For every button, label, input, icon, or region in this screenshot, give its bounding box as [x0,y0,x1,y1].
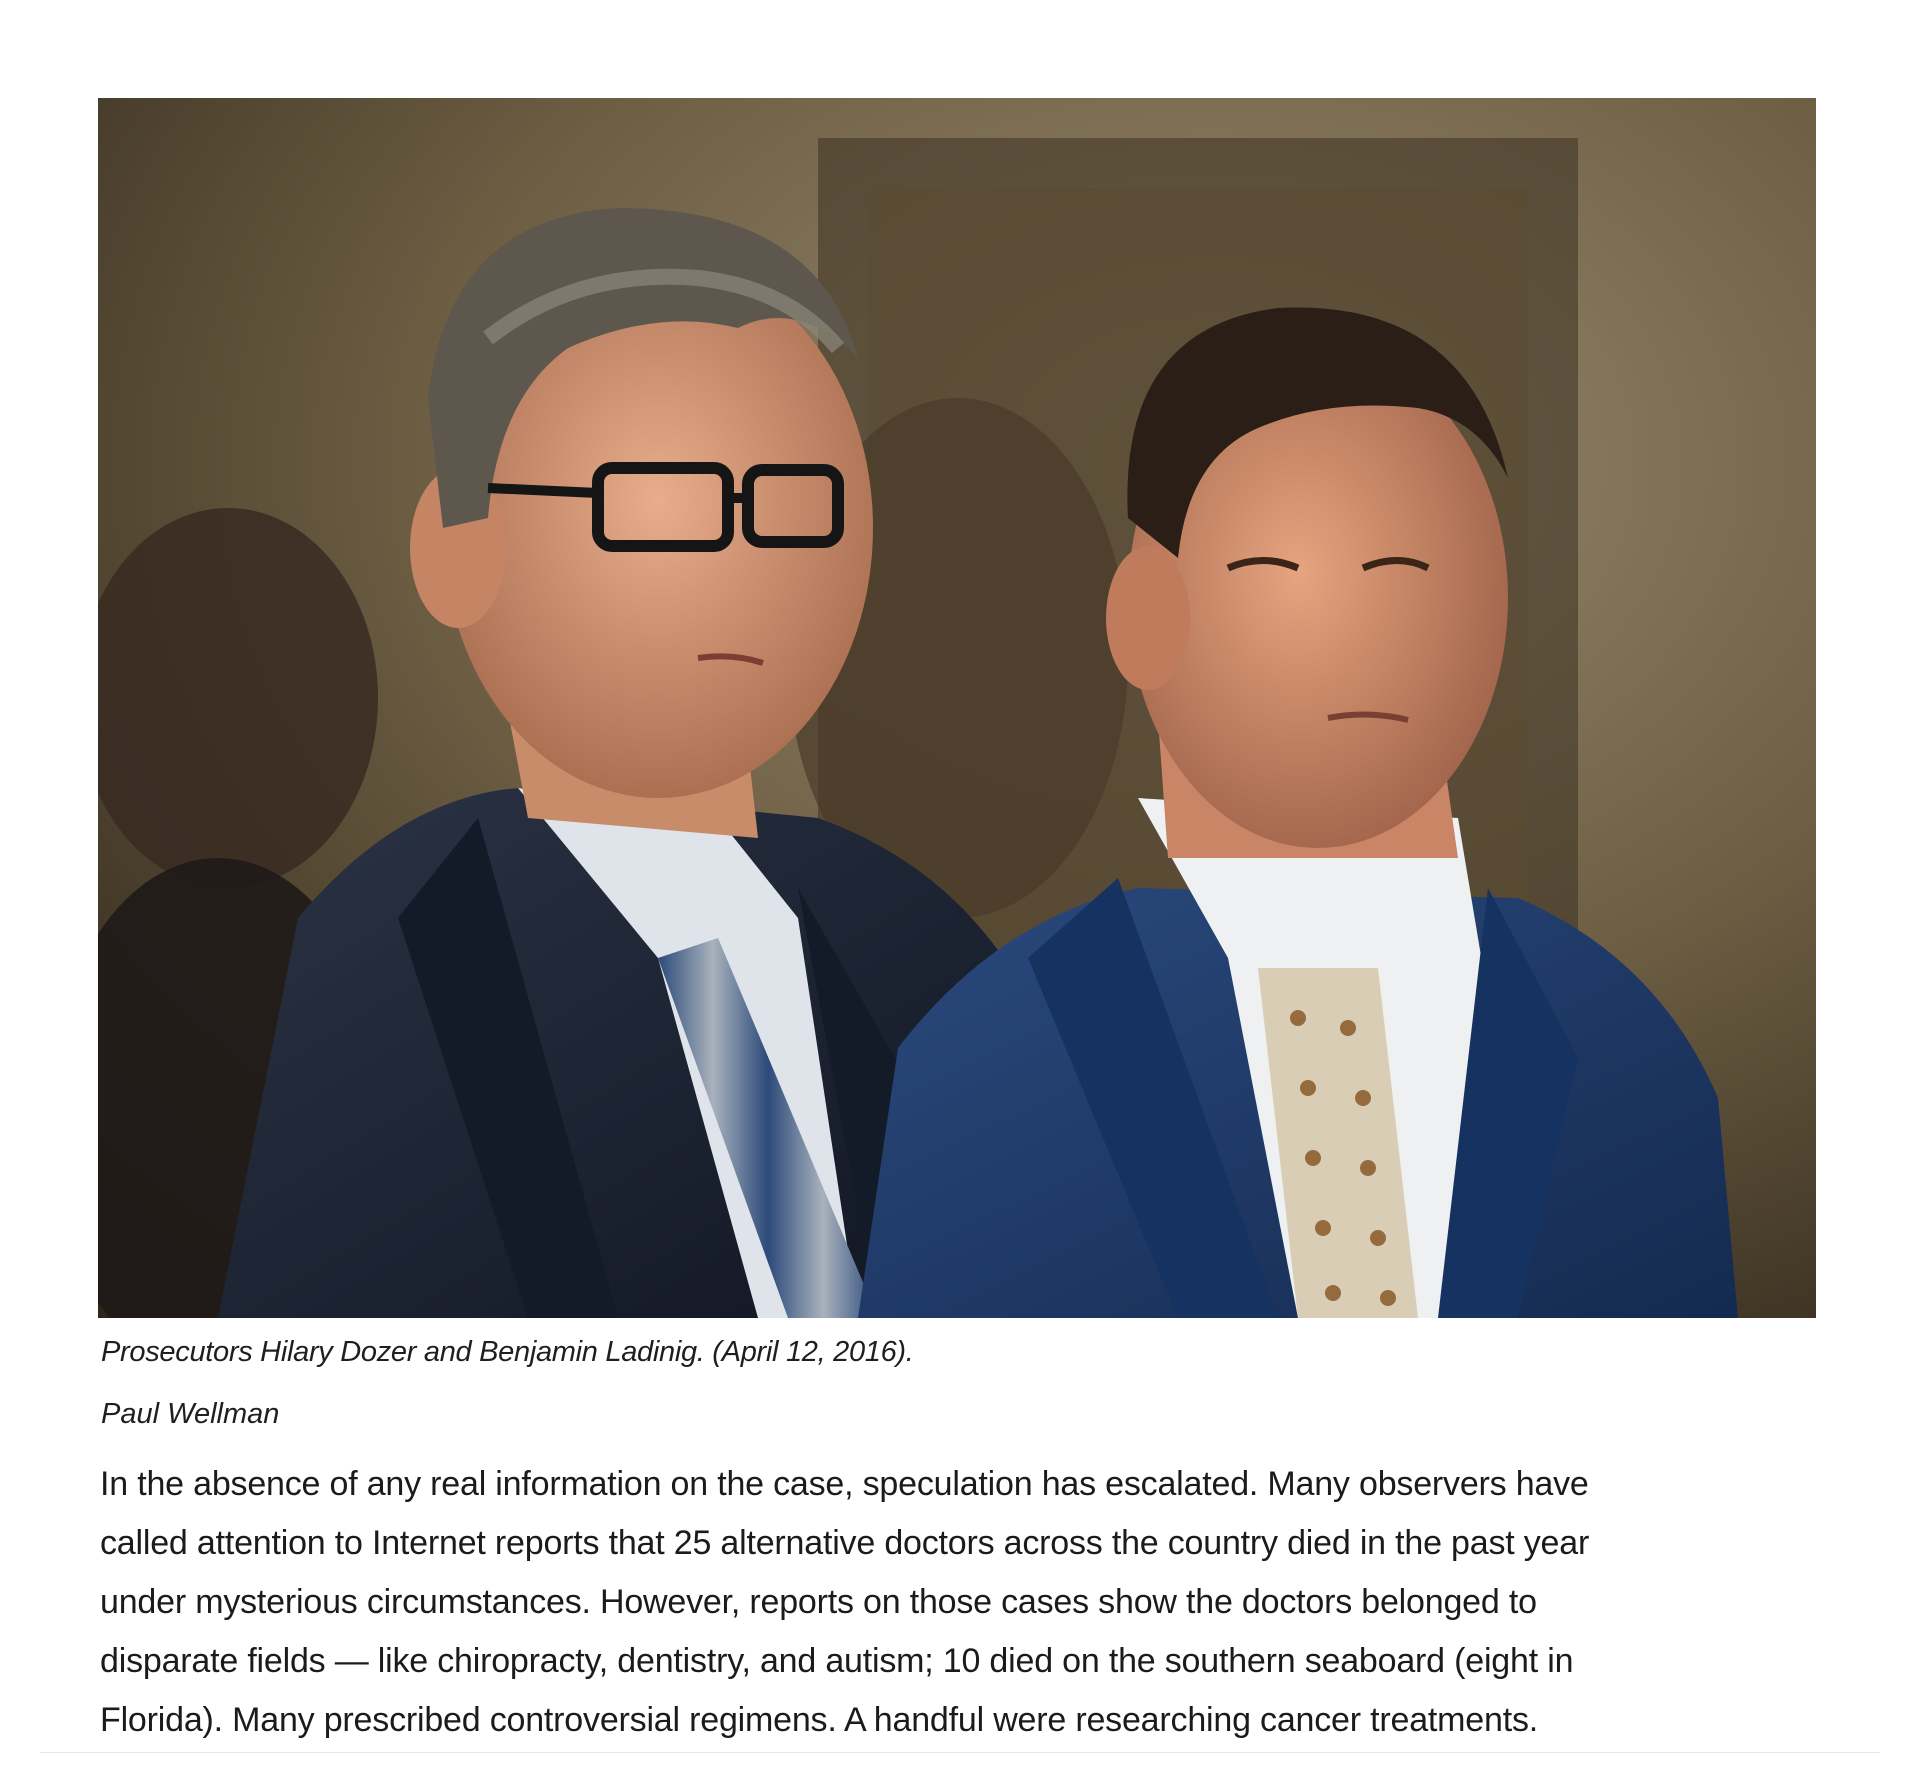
paragraph-line: Florida). Many prescribed controversial regimens. A handful were researching cancer treatments. [100,1701,1539,1739]
paragraph-line: under mysterious circumstances. However, reports on those cases show the doctors belonged to [100,1583,1537,1621]
article-paragraph [100,1455,1800,1750]
photo-caption: Prosecutors Hilary Dozer and Benjamin Ladinig. (April 12, 2016). [101,1336,914,1368]
courtroom-photo [98,98,1816,1318]
paragraph-line: disparate fields — like chiropracty, dentistry, and autism; 10 died on the southern seaboard (eight in [100,1642,1574,1680]
article-photo [98,98,1816,1318]
paragraph-line: called attention to Internet reports that 25 alternative doctors across the country died in the past year [100,1524,1590,1562]
divider [40,1752,1880,1753]
paragraph-line: In the absence of any real information on the case, speculation has escalated. Many observers have [100,1465,1589,1503]
photo-credit: Paul Wellman [101,1398,280,1430]
